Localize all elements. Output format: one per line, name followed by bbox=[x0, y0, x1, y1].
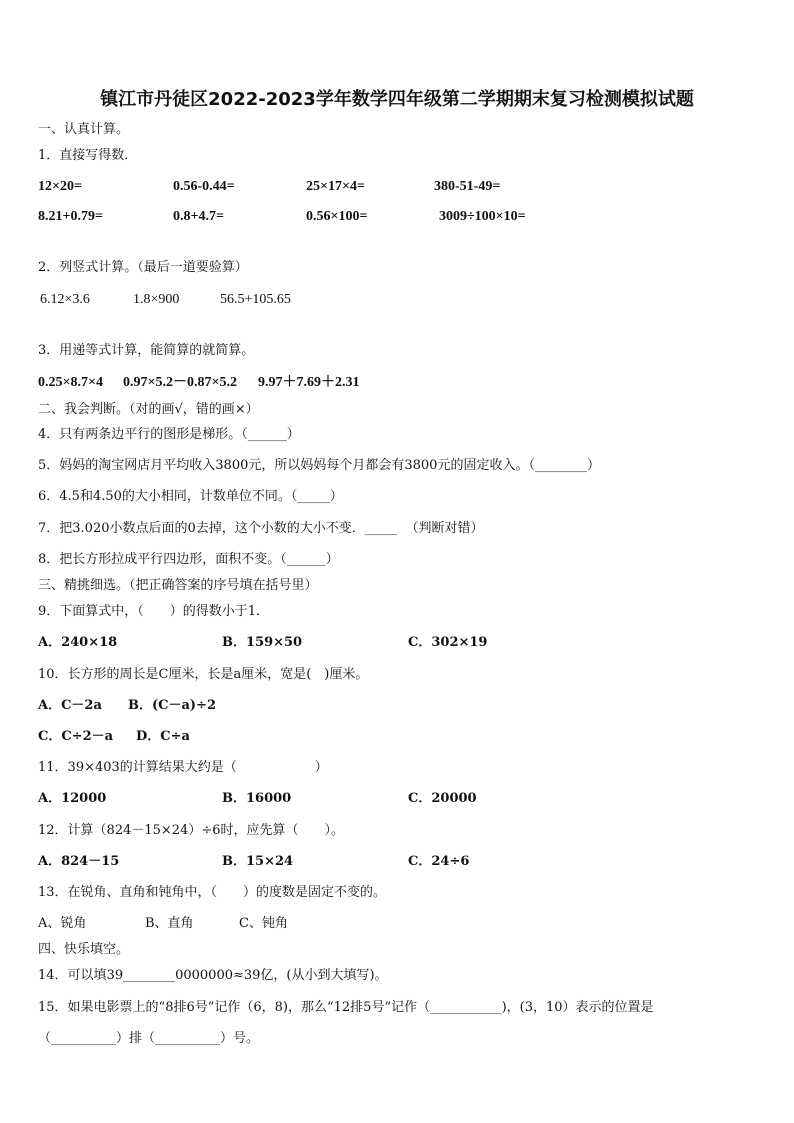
step-calc-item: 0.97×5.2－0.87×5.2 bbox=[123, 375, 237, 390]
option-item: D．C÷a bbox=[136, 729, 190, 744]
vertical-calc-item: 56.5+105.65 bbox=[220, 292, 291, 307]
question-3-prompt: 3．用递等式计算，能简算的就简算。 bbox=[38, 343, 255, 358]
option-item: A、锐角 bbox=[38, 916, 87, 931]
option-item: C．20000 bbox=[408, 791, 477, 806]
question-15-line-2: （__________）排（__________）号。 bbox=[38, 1031, 260, 1046]
calc-item: 380-51-49= bbox=[434, 179, 501, 194]
section-heading-2: 二、我会判断。（对的画√，错的画×） bbox=[38, 402, 259, 417]
question-15-line-1: 15．如果电影票上的“8排6号”记作（6，8)，那么“12排5号”记作（___________)，(3，10）表示的位置是 bbox=[38, 1000, 654, 1015]
option-item: C．24÷6 bbox=[408, 854, 470, 869]
option-item: C．C÷2－a bbox=[38, 729, 114, 744]
option-item: A．C－2a bbox=[38, 698, 102, 713]
calc-item: 0.56×100= bbox=[306, 209, 368, 224]
question-8: 8．把长方形拉成平行四边形，面积不变。（______） bbox=[38, 552, 339, 567]
option-item: B．16000 bbox=[222, 791, 292, 806]
question-2-prompt: 2．列竖式计算。（最后一道要验算） bbox=[38, 260, 248, 275]
calc-item: 0.56-0.44= bbox=[173, 179, 235, 194]
option-item: B．159×50 bbox=[222, 635, 303, 650]
option-item: A．12000 bbox=[38, 791, 107, 806]
option-item: A．240×18 bbox=[38, 635, 118, 650]
section-heading-1: 一、认真计算。 bbox=[38, 122, 130, 137]
question-5: 5．妈妈的淘宝网店月平均收入3800元，所以妈妈每个月都会有3800元的固定收入。（________） bbox=[38, 458, 600, 473]
question-6: 6．4.5和4.50的大小相同，计数单位不同。（_____） bbox=[38, 489, 343, 504]
option-item: C．302×19 bbox=[408, 635, 488, 650]
vertical-calc-item: 1.8×900 bbox=[133, 292, 180, 307]
option-item: C、钝角 bbox=[239, 916, 288, 931]
question-1-prompt: 1．直接写得数． bbox=[38, 148, 138, 163]
step-calc-item: 0.25×8.7×4 bbox=[38, 375, 103, 390]
option-item: A．824－15 bbox=[38, 854, 120, 869]
calc-item: 0.8+4.7= bbox=[173, 209, 224, 224]
question-4: 4．只有两条边平行的图形是梯形。（______） bbox=[38, 427, 300, 442]
page-title: 镇江市丹徒区2022-2023学年数学四年级第二学期期末复习检测模拟试题 bbox=[100, 89, 694, 110]
calc-item: 8.21+0.79= bbox=[38, 209, 103, 224]
section-heading-4: 四、快乐填空。 bbox=[38, 942, 130, 957]
question-9-prompt: 9．下面算式中，（ ）的得数小于1． bbox=[38, 604, 270, 619]
question-11-prompt: 11．39×403的计算结果大约是（ ） bbox=[38, 760, 328, 775]
calc-item: 3009÷100×10= bbox=[439, 209, 526, 224]
calc-item: 25×17×4= bbox=[306, 179, 365, 194]
option-item: B、直角 bbox=[145, 916, 194, 931]
question-12-prompt: 12．计算（824－15×24）÷6时，应先算（ ）。 bbox=[38, 823, 344, 838]
step-calc-item: 9.97＋7.69＋2.31 bbox=[258, 375, 360, 390]
question-14: 14．可以填39________0000000≈39亿，(从小到大填写)。 bbox=[38, 968, 388, 983]
question-10-prompt: 10．长方形的周长是C厘米，长是a厘米，宽是( )厘米。 bbox=[38, 667, 369, 682]
question-7: 7．把3.020小数点后面的0去掉，这个小数的大小不变．_____ （判断对错） bbox=[38, 521, 484, 536]
option-item: B．(C－a)÷2 bbox=[128, 698, 216, 713]
calc-item: 12×20= bbox=[38, 179, 82, 194]
option-item: B．15×24 bbox=[222, 854, 294, 869]
vertical-calc-item: 6.12×3.6 bbox=[40, 292, 90, 307]
section-heading-3: 三、精挑细选。（把正确答案的序号填在括号里） bbox=[38, 578, 318, 593]
question-13-prompt: 13．在锐角、直角和钝角中，（ ）的度数是固定不变的。 bbox=[38, 885, 387, 900]
